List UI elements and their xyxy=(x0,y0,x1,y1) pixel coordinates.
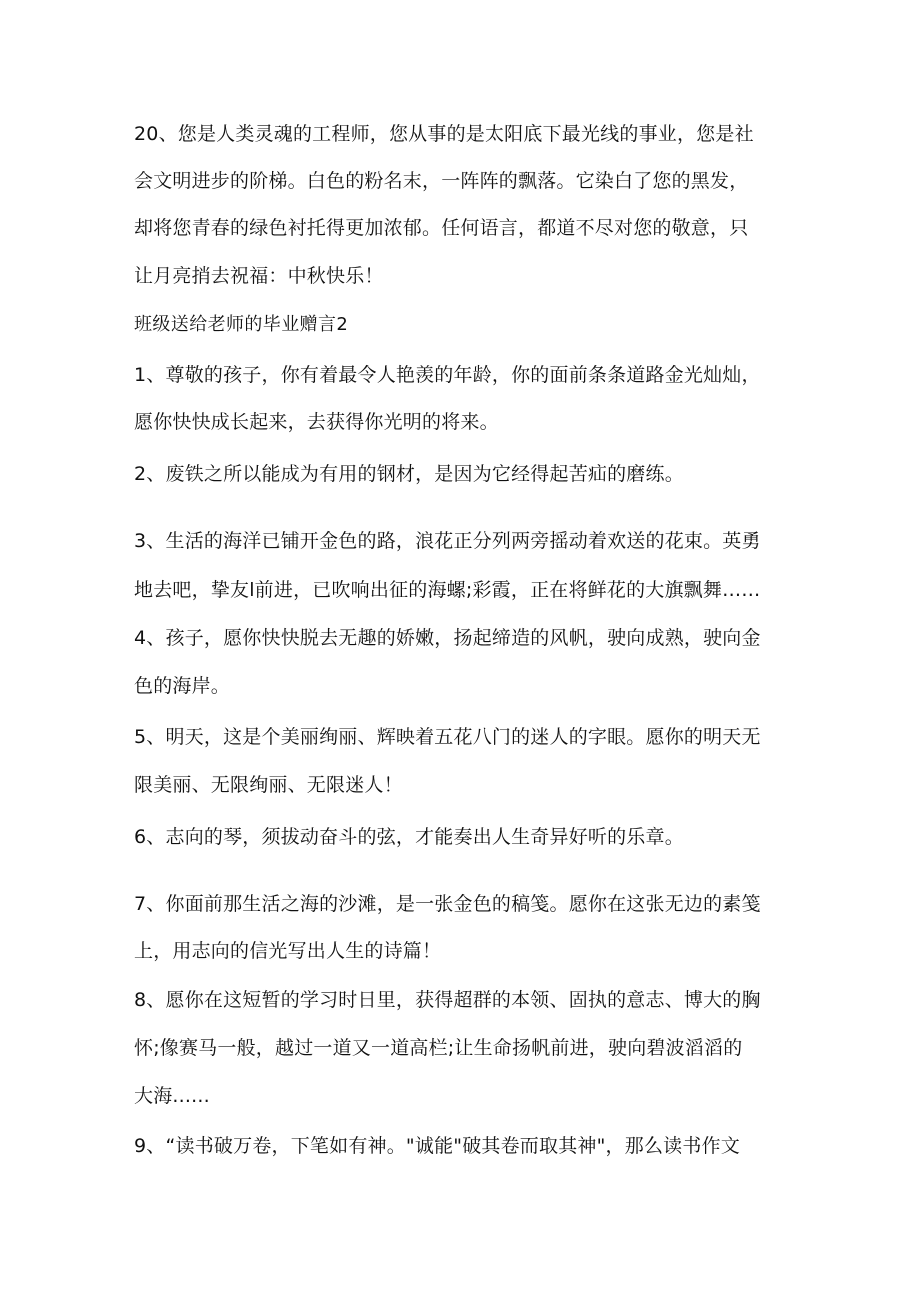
paragraph-line: 5、明天，这是个美丽绚丽、辉映着五花八门的迷人的字眼。愿你的明天无 xyxy=(134,726,761,748)
paragraph-line: 色的海岸。 xyxy=(134,675,231,697)
paragraph-line: 7、你面前那生活之海的沙滩，是一张金色的稿笺。愿你在这张无边的素笺 xyxy=(134,893,761,915)
paragraph-line: 4、孩子，愿你快快脱去无趣的娇嫩，扬起缔造的风帆，驶向成熟，驶向金 xyxy=(134,627,761,649)
paragraph-line: 20、您是人类灵魂的工程师，您从事的是太阳底下最光线的事业，您是社 xyxy=(134,123,754,145)
paragraph-line: 却将您青春的绿色衬托得更加浓郁。任何语言，都道不尽对您的敬意，只 xyxy=(134,217,749,239)
paragraph-line: 3、生活的海洋已铺开金色的路，浪花正分列两旁摇动着欢送的花束。英勇 xyxy=(134,530,761,552)
section-heading: 班级送给老师的毕业赠言2 xyxy=(134,314,349,335)
paragraph-line: 9、“读书破万卷，下笔如有神。"诚能"破其卷而取其神"，那么读书作文 xyxy=(134,1135,740,1157)
paragraph-line: 限美丽、无限绚丽、无限迷人！ xyxy=(134,774,403,796)
paragraph-line: 1、尊敬的孩子，你有着最令人艳羡的年龄，你的面前条条道路金光灿灿， xyxy=(134,364,761,386)
paragraph-line: 地去吧，挚友l前进，已吹响出征的海螺;彩霞，正在将鲜花的大旗飘舞…… xyxy=(134,579,761,601)
paragraph-line: 让月亮捎去祝福：中秋快乐！ xyxy=(134,265,384,287)
paragraph-line: 2、废铁之所以能成为有用的钢材，是因为它经得起苦疝的磨练。 xyxy=(134,463,684,485)
paragraph-line: 会文明进步的阶梯。白色的粉名末，一阵阵的飘落。它染白了您的黑发， xyxy=(134,170,749,192)
paragraph-line: 怀;像赛马一般，越过一道又一道高栏;让生命扬帆前进，驶向碧波滔滔的 xyxy=(134,1037,743,1059)
paragraph-line: 8、愿你在这短暂的学习时日里，获得超群的本领、固执的意志、博大的胸 xyxy=(134,989,761,1011)
paragraph-line: 上，用志向的信光写出人生的诗篇！ xyxy=(134,940,442,962)
paragraph-line: 大海...... xyxy=(134,1085,210,1107)
paragraph-line: 愿你快快成长起来，去获得你光明的将来。 xyxy=(134,411,499,433)
paragraph-line: 6、志向的琴，须拔动奋斗的弦，才能奏出人生奇异好听的乐章。 xyxy=(134,826,684,848)
